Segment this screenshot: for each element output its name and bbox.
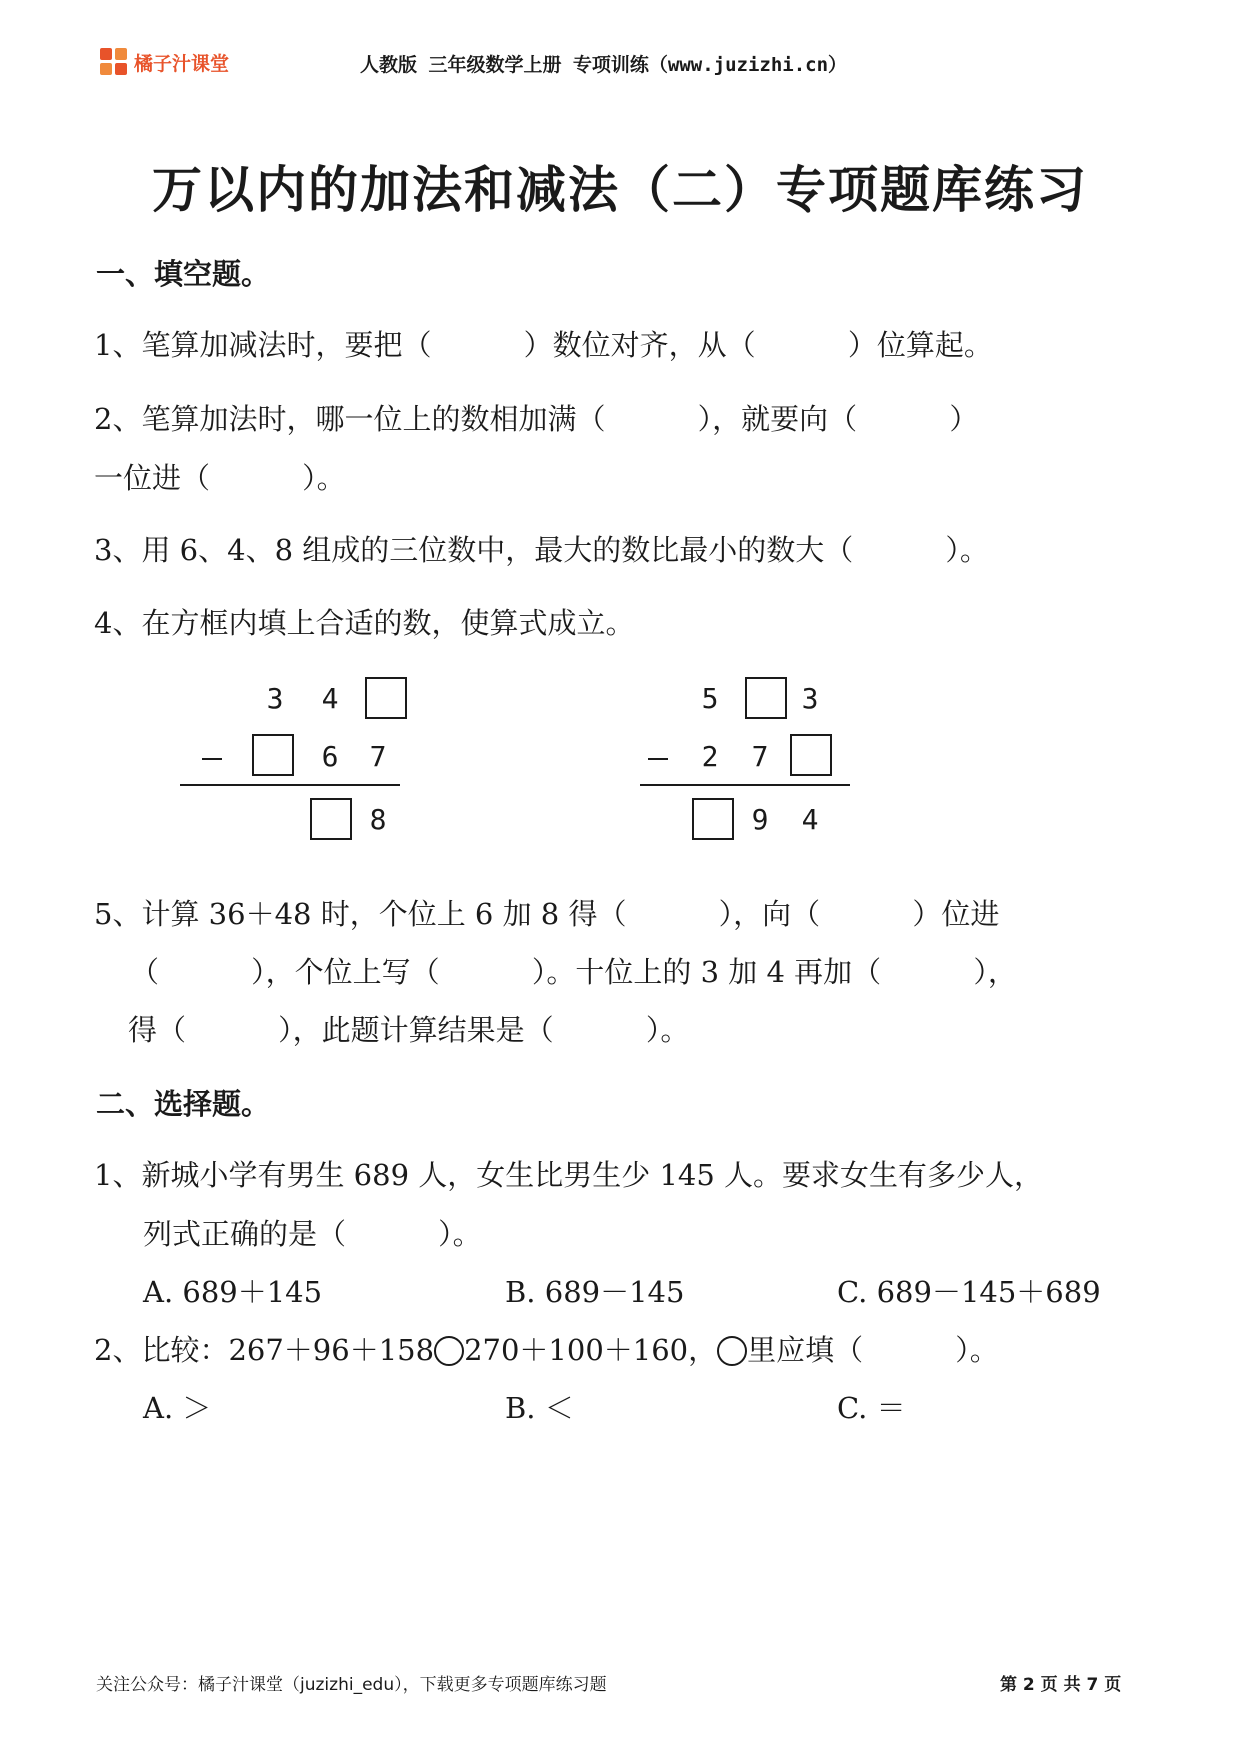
rule-line: [640, 784, 850, 786]
option-2-2-a[interactable]: A. ＞: [143, 1391, 212, 1425]
answer-box[interactable]: [745, 677, 787, 719]
question-1-3: 3、用 6、4、8 组成的三位数中，最大的数比最小的数大（ ）。: [94, 533, 989, 567]
question-1-5-line1: 5、计算 36＋48 时，个位上 6 加 8 得（ ），向（ ）位进: [94, 897, 1000, 931]
minus-sign: [648, 758, 668, 760]
header-info: 人教版 三年级数学上册 专项训练（www.juzizhi.cn）: [360, 54, 848, 76]
question-2-1-line1: 1、新城小学有男生 689 人，女生比男生少 145 人。要求女生有多少人，: [94, 1158, 1044, 1192]
digit: 6: [321, 740, 339, 773]
answer-box[interactable]: [790, 734, 832, 776]
option-2-2-c[interactable]: C. ＝: [837, 1391, 906, 1425]
compare-circle[interactable]: [434, 1336, 464, 1366]
answer-box[interactable]: [310, 798, 352, 840]
digit: 4: [801, 803, 819, 836]
question-2-2: [94, 1328, 999, 1369]
section-heading-fill-blank: 一、填空题。: [96, 257, 271, 291]
question-2-2-middle: 270＋100＋160，: [464, 1333, 718, 1367]
question-2-1-line2: 列式正确的是（ ）。: [143, 1217, 482, 1251]
option-2-1-c[interactable]: C. 689－145＋689: [837, 1275, 1101, 1309]
digit: 2: [701, 740, 719, 773]
digit: 3: [266, 682, 284, 715]
answer-box[interactable]: [692, 798, 734, 840]
question-1-2-line1: 2、笔算加法时，哪一位上的数相加满（ ），就要向（ ）: [94, 402, 979, 436]
question-2-2-suffix: 里应填（ ）。: [747, 1333, 999, 1367]
digit: 5: [701, 682, 719, 715]
digit: 9: [751, 803, 769, 836]
minus-sign: [202, 758, 222, 760]
digit: 7: [369, 740, 387, 773]
footer-promo: 关注公众号：橘子汁课堂（juzizhi_edu），下载更多专项题库练习题: [96, 1675, 607, 1695]
question-2-2-prefix: 2、比较：267＋96＋158: [94, 1333, 435, 1367]
digit: 8: [369, 803, 387, 836]
section-heading-choice: 二、选择题。: [96, 1087, 271, 1121]
digit: 3: [801, 682, 819, 715]
page-number: 第 2 页 共 7 页: [1000, 1675, 1122, 1695]
page-title: 万以内的加法和减法（二）专项题库练习: [152, 160, 1088, 219]
question-1-5-line2: （ ），个位上写（ ）。十位上的 3 加 4 再加（ ），: [130, 955, 1017, 989]
vertical-subtraction-left: [180, 670, 420, 850]
logo-icon: [100, 48, 128, 76]
logo-text: 橘子汁课堂: [134, 52, 230, 75]
question-1-1: 1、笔算加减法时，要把（ ）数位对齐，从（ ）位算起。: [94, 328, 993, 362]
answer-box[interactable]: [252, 734, 294, 776]
question-1-4: 4、在方框内填上合适的数，使算式成立。: [94, 606, 635, 640]
digit: 7: [751, 740, 769, 773]
option-2-1-b[interactable]: B. 689－145: [505, 1275, 685, 1309]
compare-circle: [717, 1336, 747, 1366]
digit: 4: [321, 682, 339, 715]
rule-line: [180, 784, 400, 786]
vertical-subtraction-right: [640, 670, 880, 850]
option-2-1-a[interactable]: A. 689＋145: [143, 1275, 323, 1309]
question-1-5-line3: 得（ ），此题计算结果是（ ）。: [128, 1013, 690, 1047]
question-1-2-line2: 一位进（ ）。: [94, 461, 346, 495]
answer-box[interactable]: [365, 677, 407, 719]
logo: [100, 48, 229, 76]
option-2-2-b[interactable]: B. ＜: [505, 1391, 574, 1425]
